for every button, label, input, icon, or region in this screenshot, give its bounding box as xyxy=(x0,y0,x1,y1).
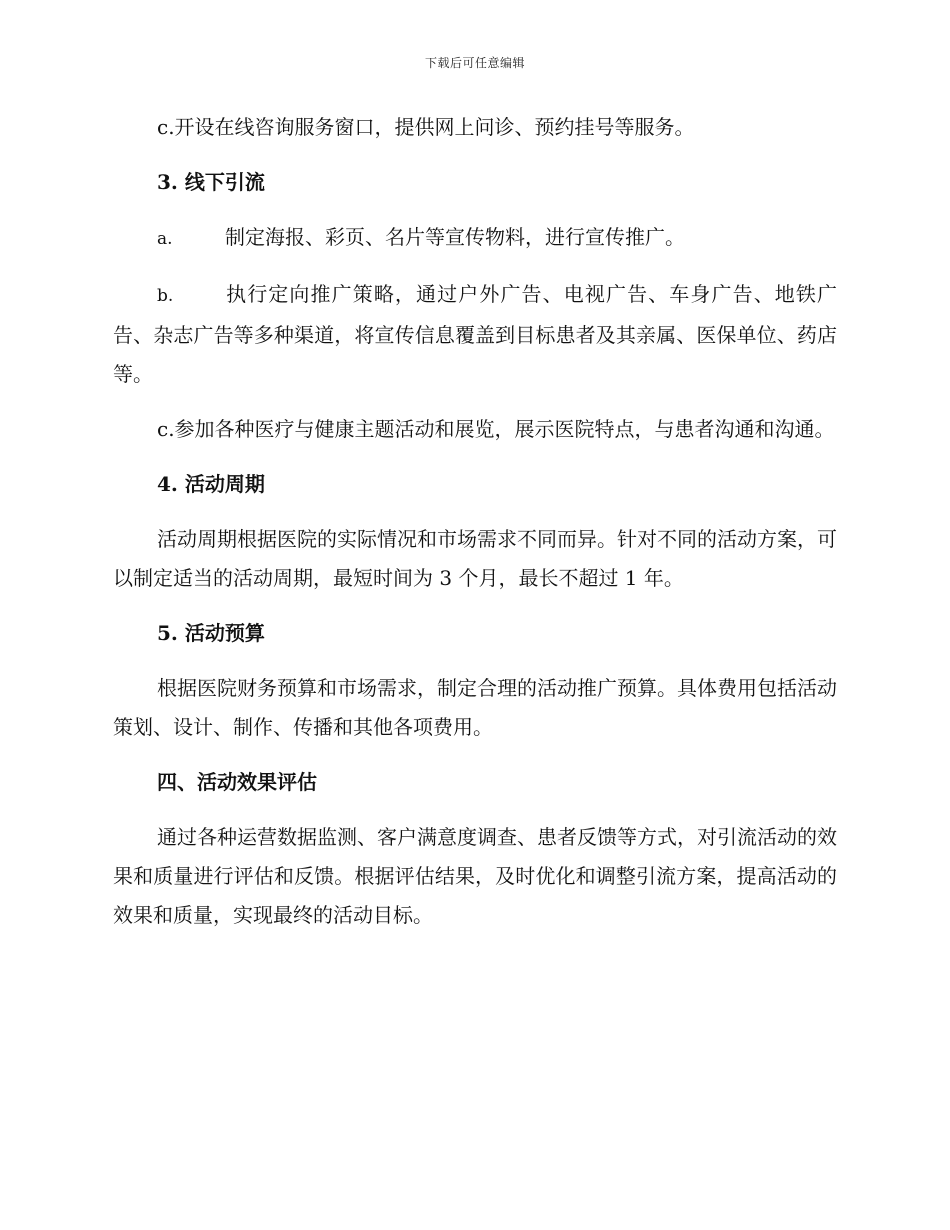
heading-activity-budget: 5. 活动预算 xyxy=(157,621,265,645)
heading-activity-period: 4. 活动周期 xyxy=(157,472,265,496)
item-c-online-consult: c.开设在线咨询服务窗口，提供网上问诊、预约挂号等服务。 xyxy=(157,115,695,139)
heading-effect-evaluation: 四、活动效果评估 xyxy=(157,770,317,794)
document-body xyxy=(113,108,837,951)
list-marker-a: a. xyxy=(157,229,173,249)
list-item-b xyxy=(113,275,837,394)
paragraph-activity-period: 活动周期根据医院的实际情况和市场需求不同而异。针对不同的活动方案，可以制定适当的活动周期，最短时间为 3 个月，最长不超过 1 年。 xyxy=(113,527,837,590)
header-note: 下载后可任意编辑 xyxy=(424,56,525,70)
item-c-events: c.参加各种医疗与健康主题活动和展览，展示医院特点，与患者沟通和沟通。 xyxy=(157,417,835,441)
heading-offline-traffic: 3. 线下引流 xyxy=(157,170,265,194)
list-item-a xyxy=(113,218,837,259)
paragraph-effect-evaluation: 通过各种运营数据监测、客户满意度调查、患者反馈等方式，对引流活动的效果和质量进行评估和反馈。根据评估结果，及时优化和调整引流方案，提高活动的效果和质量，实现最终的活动目标。 xyxy=(113,825,837,927)
paragraph-activity-budget: 根据医院财务预算和市场需求，制定合理的活动推广预算。具体费用包括活动策划、设计、制作、传播和其他各项费用。 xyxy=(113,676,837,739)
list-marker-b: b. xyxy=(157,286,174,306)
list-text-a: 制定海报、彩页、名片等宣传物料，进行宣传推广。 xyxy=(225,225,685,249)
list-text-b: 执行定向推广策略，通过户外广告、电视广告、车身广告、地铁广告、杂志广告等多种渠道，将宣传信息覆盖到目标患者及其亲属、医保单位、药店等。 xyxy=(113,282,837,386)
